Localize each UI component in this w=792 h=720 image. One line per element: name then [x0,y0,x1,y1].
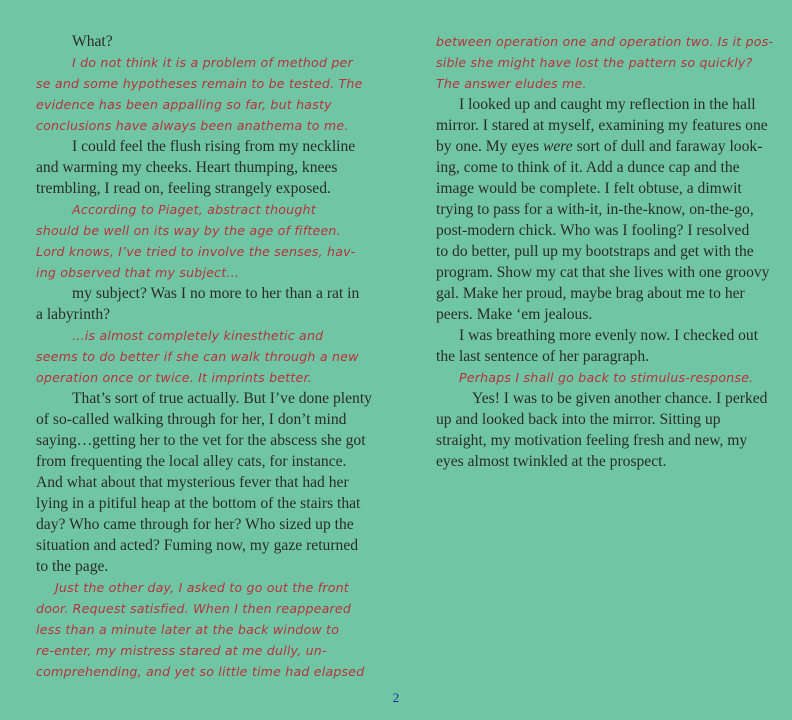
body-text-line: situation and acted? Fuming now, my gaze returned [36,537,359,554]
body-text-line: mirror. I stared at myself, examining my features one [436,117,768,134]
body-text-line: gal. Make her proud, maybe brag about me to her [436,285,745,302]
body-text-line [436,136,763,157]
quoted-text-line: sible she might have lost the pattern so quickly? [436,55,753,70]
text-segment: sort of dull and faraway look- [572,138,763,155]
quoted-text-line: Lord knows, I’ve tried to involve the senses, hav- [36,244,356,259]
body-text-line: I looked up and caught my reflection in the hall [459,96,756,113]
quoted-text-line: should be well on its way by the age of fifteen. [36,223,341,238]
text-segment: by one. My eyes [436,138,543,155]
quoted-text-line: re-enter, my mistress stared at me dully, un- [36,643,327,658]
quoted-text-line: The answer eludes me. [436,76,587,91]
page-number: 2 [392,690,400,705]
quoted-text-line: evidence has been appalling so far, but hasty [36,97,332,112]
quoted-text-line: I do not think it is a problem of method per [72,55,353,70]
body-text-line: lying in a pitiful heap at the bottom of the stairs that [36,495,361,512]
body-text-line: saying…getting her to the vet for the abscess she got [36,432,366,449]
quoted-text-line: conclusions have always been anathema to me. [36,118,349,133]
quoted-text-line: operation once or twice. It imprints better. [36,370,312,385]
body-text-line: That’s sort of true actually. But I’ve done plenty [72,390,372,407]
body-text-line: my subject? Was I no more to her than a rat in [72,285,360,302]
quoted-text-line: se and some hypotheses remain to be tested. The [36,76,363,91]
quoted-text-line: between operation one and operation two. Is it pos- [436,34,774,49]
quoted-text-line: According to Piaget, abstract thought [72,202,316,217]
body-text-line: image would be complete. I felt obtuse, a dimwit [436,180,742,197]
body-text-line: eyes almost twinkled at the prospect. [436,453,667,470]
body-text-line: up and looked back into the mirror. Sitting up [436,411,721,428]
body-text-line: And what about that mysterious fever that had her [36,474,349,491]
body-text-line: and warming my cheeks. Heart thumping, knees [36,159,338,176]
body-text-line: trying to pass for a with-it, in-the-know, on-the-go, [436,201,754,218]
body-text-line: a labyrinth? [36,306,111,323]
body-text-line: to do better, pull up my bootstraps and get with the [436,243,754,260]
quoted-text-line: …is almost completely kinesthetic and [72,328,324,343]
body-text-line: peers. Make ‘em jealous. [436,306,593,323]
body-text-line: Yes! I was to be given another chance. I perked [472,390,768,407]
body-text-line: What? [72,33,113,50]
body-text-line: of so-called walking through for her, I don’t mind [36,411,347,428]
body-text-line: post-modern chick. Who was I fooling? I resolved [436,222,750,239]
body-text-line: the last sentence of her paragraph. [436,348,650,365]
quoted-text-line: ing observed that my subject… [36,265,240,280]
quoted-text-line: less than a minute later at the back window to [36,622,340,637]
body-text-line: I could feel the flush rising from my neckline [72,138,356,155]
emphasized-word: were [542,138,573,155]
left-text-column [36,31,372,682]
body-text-line: trembling, I read on, feeling strangely exposed. [36,180,331,197]
quoted-text-line: Perhaps I shall go back to stimulus-response. [459,370,754,385]
body-text-line: program. Show my cat that she lives with one groovy [436,264,770,281]
body-text-line: day? Who came through for her? Who sized up the [36,516,354,533]
body-text-line: I was breathing more evenly now. I checked out [459,327,759,344]
body-text-line: ing, come to think of it. Add a dunce cap and the [436,159,740,176]
body-text-line: to the page. [36,558,109,575]
right-text-column [436,31,774,472]
body-text-line: straight, my motivation feeling fresh and new, my [436,432,748,449]
quoted-text-line: comprehending, and yet so little time had elapsed [36,664,365,679]
body-text-line: from frequenting the local alley cats, for instance. [36,453,347,470]
quoted-text-line: seems to do better if she can walk through a new [36,349,359,364]
quoted-text-line: door. Request satisfied. When I then reappeared [36,601,352,616]
quoted-text-line: Just the other day, I asked to go out the front [55,580,349,595]
